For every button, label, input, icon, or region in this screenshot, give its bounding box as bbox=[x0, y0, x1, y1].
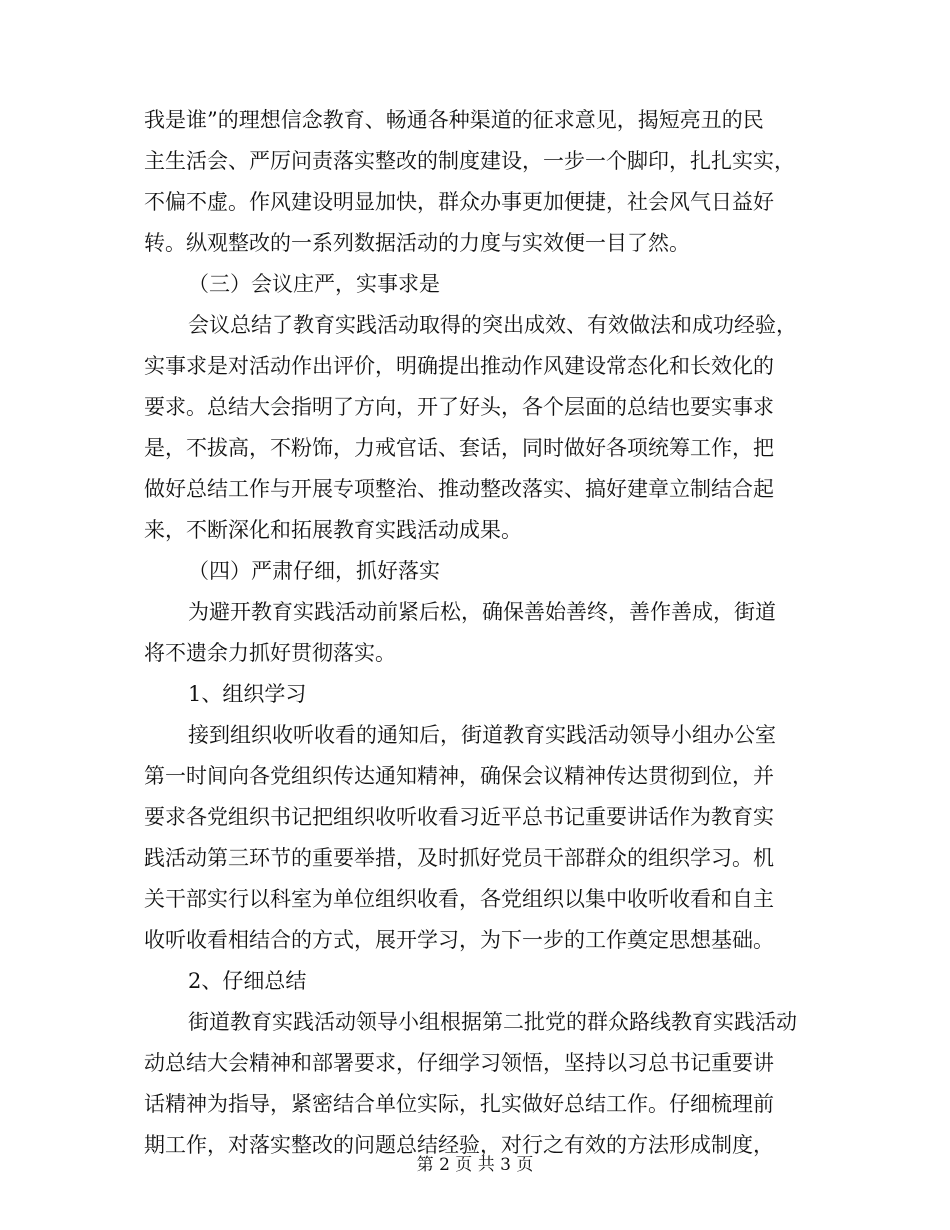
text-line: 关干部实行以科室为单位组织收看，各党组织以集中收听收看和自主 bbox=[144, 887, 774, 911]
text-line: 做好总结工作与开展专项整治、推动整改落实、搞好建章立制结合起 bbox=[144, 477, 774, 501]
text-line: 是，不拔高，不粉饰，力戒官话、套话，同时做好各项统筹工作，把 bbox=[144, 436, 774, 460]
section-heading: （四）严肃仔细，抓好落实 bbox=[188, 559, 440, 583]
text-line: 第一时间向各党组织传达通知精神，确保会议精神传达贯彻到位，并 bbox=[144, 764, 774, 788]
subsection-heading: 2、仔细总结 bbox=[188, 969, 307, 993]
text-line: 实事求是对活动作出评价，明确提出推动作风建设常态化和长效化的 bbox=[144, 354, 774, 378]
text-line: 主生活会、严厉问责落实整改的制度建设，一步一个脚印，扎扎实实， bbox=[144, 149, 795, 173]
text-line: 收听收看相结合的方式，展开学习，为下一步的工作奠定思想基础。 bbox=[144, 928, 774, 952]
section-heading: （三）会议庄严，实事求是 bbox=[188, 272, 440, 296]
text-line: 要求。总结大会指明了方向，开了好头，各个层面的总结也要实事求 bbox=[144, 395, 774, 419]
text-line: 不偏不虚。作风建设明显加快，群众办事更加便捷，社会风气日益好 bbox=[144, 190, 774, 214]
subsection-heading: 1、组织学习 bbox=[188, 682, 307, 706]
text-line: 接到组织收听收看的通知后，街道教育实践活动领导小组办公室 bbox=[188, 723, 776, 747]
text-line: 期工作，对落实整改的问题总结经验，对行之有效的方法形成制度， bbox=[144, 1133, 774, 1157]
text-line: 转。纵观整改的一系列数据活动的力度与实效便一目了然。 bbox=[144, 231, 690, 255]
text-line: 要求各党组织书记把组织收听收看习近平总书记重要讲话作为教育实 bbox=[144, 805, 774, 829]
text-line: 会议总结了教育实践活动取得的突出成效、有效做法和成功经验， bbox=[188, 313, 797, 337]
text-line: 来，不断深化和拓展教育实践活动成果。 bbox=[144, 518, 522, 542]
text-line: 街道教育实践活动领导小组根据第二批党的群众路线教育实践活动 bbox=[188, 1010, 797, 1034]
text-line: 话精神为指导，紧密结合单位实际，扎实做好总结工作。仔细梳理前 bbox=[144, 1092, 774, 1116]
text-line: 践活动第三环节的重要举措，及时抓好党员干部群众的组织学习。机 bbox=[144, 846, 774, 870]
text-line: 为避开教育实践活动前紧后松，确保善始善终，善作善成，街道 bbox=[188, 600, 776, 624]
text-line: 我是谁”的理想信念教育、畅通各种渠道的征求意见，揭短亮丑的民 bbox=[144, 108, 764, 132]
text-line: 将不遗余力抓好贯彻落实。 bbox=[144, 641, 396, 665]
document-body bbox=[144, 100, 820, 1166]
page-number-footer: 第 2 页 共 3 页 bbox=[416, 1155, 534, 1175]
text-line: 动总结大会精神和部署要求，仔细学习领悟，坚持以习总书记重要讲 bbox=[144, 1051, 774, 1075]
